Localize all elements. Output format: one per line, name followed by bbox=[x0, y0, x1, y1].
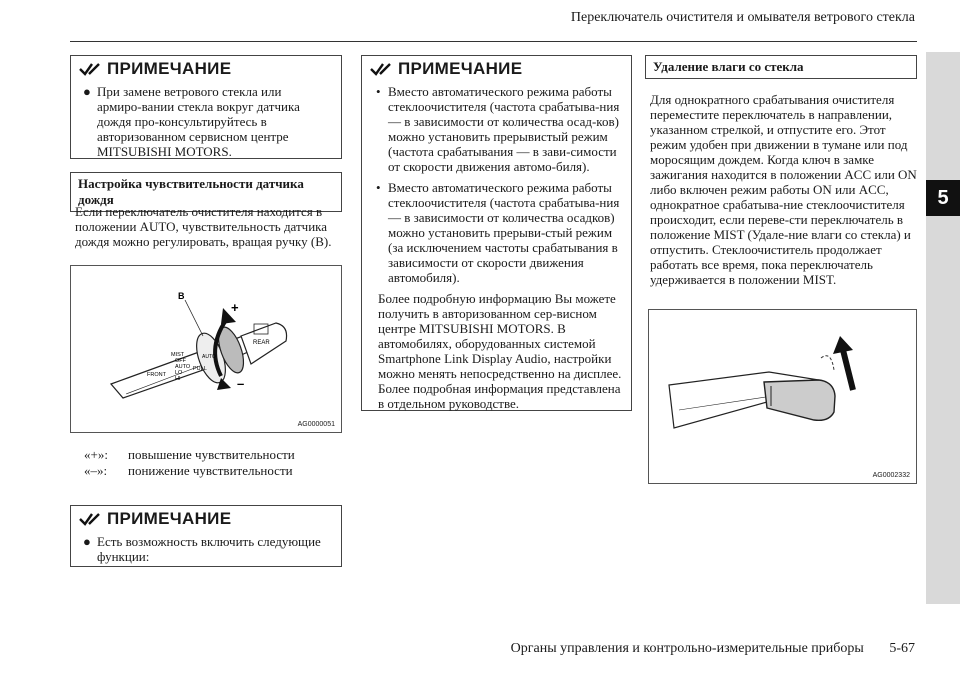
figure-label-front: FRONT bbox=[147, 372, 166, 378]
note-bullet bbox=[71, 532, 341, 570]
note-bullet bbox=[71, 82, 341, 165]
legend-value: повышение чувствительности bbox=[128, 447, 295, 462]
chapter-number: 5 bbox=[926, 180, 960, 216]
note-body bbox=[362, 82, 631, 417]
note-title: ПРИМЕЧАНИЕ bbox=[107, 509, 232, 528]
figure-label-b: B bbox=[178, 291, 185, 301]
section-heading-rain-sensor: Настройка чувствительности датчика дождя bbox=[70, 172, 342, 212]
figure-rain-sensor-knob bbox=[70, 265, 342, 433]
figure-label-pull: PULL bbox=[193, 366, 207, 372]
note-title: ПРИМЕЧАНИЕ bbox=[398, 59, 523, 78]
legend-key: «–»: bbox=[84, 463, 108, 478]
figure-label-auto-knob: AUTO bbox=[202, 354, 216, 360]
figure-label-minus: – bbox=[237, 376, 245, 391]
figure-code: AG0000051 bbox=[297, 421, 335, 428]
figure-label-auto: AUTO bbox=[175, 364, 191, 370]
running-footer bbox=[480, 641, 915, 657]
figure-code: AG0002332 bbox=[872, 472, 910, 479]
chapter-side-tab bbox=[926, 52, 960, 604]
figure-label-off: OFF bbox=[175, 358, 186, 364]
figure-label-lo: LO bbox=[175, 370, 183, 376]
note-extra-text: Более подробную информацию Вы можете получить в авторизованном сер-висном центре MITSUBISHI MOTORS. В автомобилях, оборудованных системой Smartphone Link Display Audio, настройки можно менять непосредственно на дисплее. Более подробная информация представлена в отдельном руководстве. bbox=[378, 291, 622, 411]
figure-label-rear: REAR bbox=[253, 340, 270, 346]
bullet-dot-icon: • bbox=[376, 180, 381, 195]
legend-value: понижение чувствительности bbox=[128, 463, 293, 478]
pencil-check-icon bbox=[370, 62, 392, 76]
mist-lever-illustration bbox=[649, 310, 916, 483]
note-title: ПРИМЕЧАНИЕ bbox=[107, 59, 232, 78]
legend-key: «+»: bbox=[84, 447, 108, 462]
running-header: Переключатель очистителя и омывателя ветрового стекла bbox=[570, 10, 915, 25]
paragraph-mist: Для однократного срабатывания очистителя переместите переключатель в направлении, указанном стрелкой, и отпустите его. Этот режим удобен при движении в тумане или под моросящим дождем. Когда ключ в замке зажигания находится в положении ACC или ON либо включен режим работы ON или ACC, однократное срабатыва-ние стеклоочистителя происходит, если переве-сти переключатель в положение MIST (Удале-ние влаги со стекла) и отпустить. Стеклоочиститель продолжает работать все время, пока переключатель удерживается в положении MIST. bbox=[650, 92, 917, 287]
footer-section-title: Органы управления и контрольно-измерительные приборы bbox=[510, 641, 864, 656]
section-heading-mist: Удаление влаги со стекла bbox=[645, 55, 917, 79]
pencil-check-icon bbox=[79, 62, 101, 76]
figure-label-hi: HI bbox=[175, 376, 181, 382]
note-header bbox=[362, 56, 631, 82]
bullet-dot-icon: ● bbox=[83, 534, 91, 549]
legend-list bbox=[84, 447, 344, 479]
figure-label-plus: + bbox=[231, 300, 239, 315]
bullet-dot-icon: • bbox=[376, 84, 381, 99]
note-text: Есть возможность включить следующие функции: bbox=[97, 534, 321, 564]
note-box-functions bbox=[70, 505, 342, 567]
header-rule bbox=[70, 41, 917, 42]
note-text: При замене ветрового стекла или армиро-вании стекла вокруг датчика дождя про-консультируйтесь в авторизованном сервисном центре MITSUBISHI MOTORS. bbox=[97, 84, 300, 159]
figure-label-mist: MIST bbox=[171, 352, 185, 358]
bullet-dot-icon: ● bbox=[83, 84, 91, 99]
page-number: 5-67 bbox=[889, 641, 915, 656]
note-box-intermittent bbox=[361, 55, 632, 411]
list-item bbox=[376, 180, 625, 285]
list-item-text: Вместо автоматического режима работы стеклоочистителя (частота срабатыва-ния ― в зависимости от количества осадков) можно установить прерыви-стый режим (за исключением частоты срабатывания в зависимости от скорости движения автомобиля). bbox=[388, 180, 620, 285]
paragraph-auto-sensitivity: Если переключатель очистителя находится в положении AUTO, чувствительность датчика дождя можно регулировать, вращая ручку (B). bbox=[75, 204, 332, 249]
wiper-lever-illustration bbox=[71, 266, 341, 432]
legend-row-plus bbox=[84, 447, 344, 463]
legend-row-minus bbox=[84, 463, 344, 479]
note-box-sensor-replacement bbox=[70, 55, 342, 159]
note-header bbox=[71, 56, 341, 82]
list-item bbox=[376, 84, 625, 174]
figure-mist-lever bbox=[648, 309, 917, 484]
list-item-text: Вместо автоматического режима работы стеклоочистителя (частота срабатыва-ния ― в зависимости от количества осад-ков) можно установить прерывистый режим (частота срабатывания ― в зави-симости от скорости движения автомо-биля). bbox=[388, 84, 620, 174]
pencil-check-icon bbox=[79, 512, 101, 526]
note-header bbox=[71, 506, 341, 532]
